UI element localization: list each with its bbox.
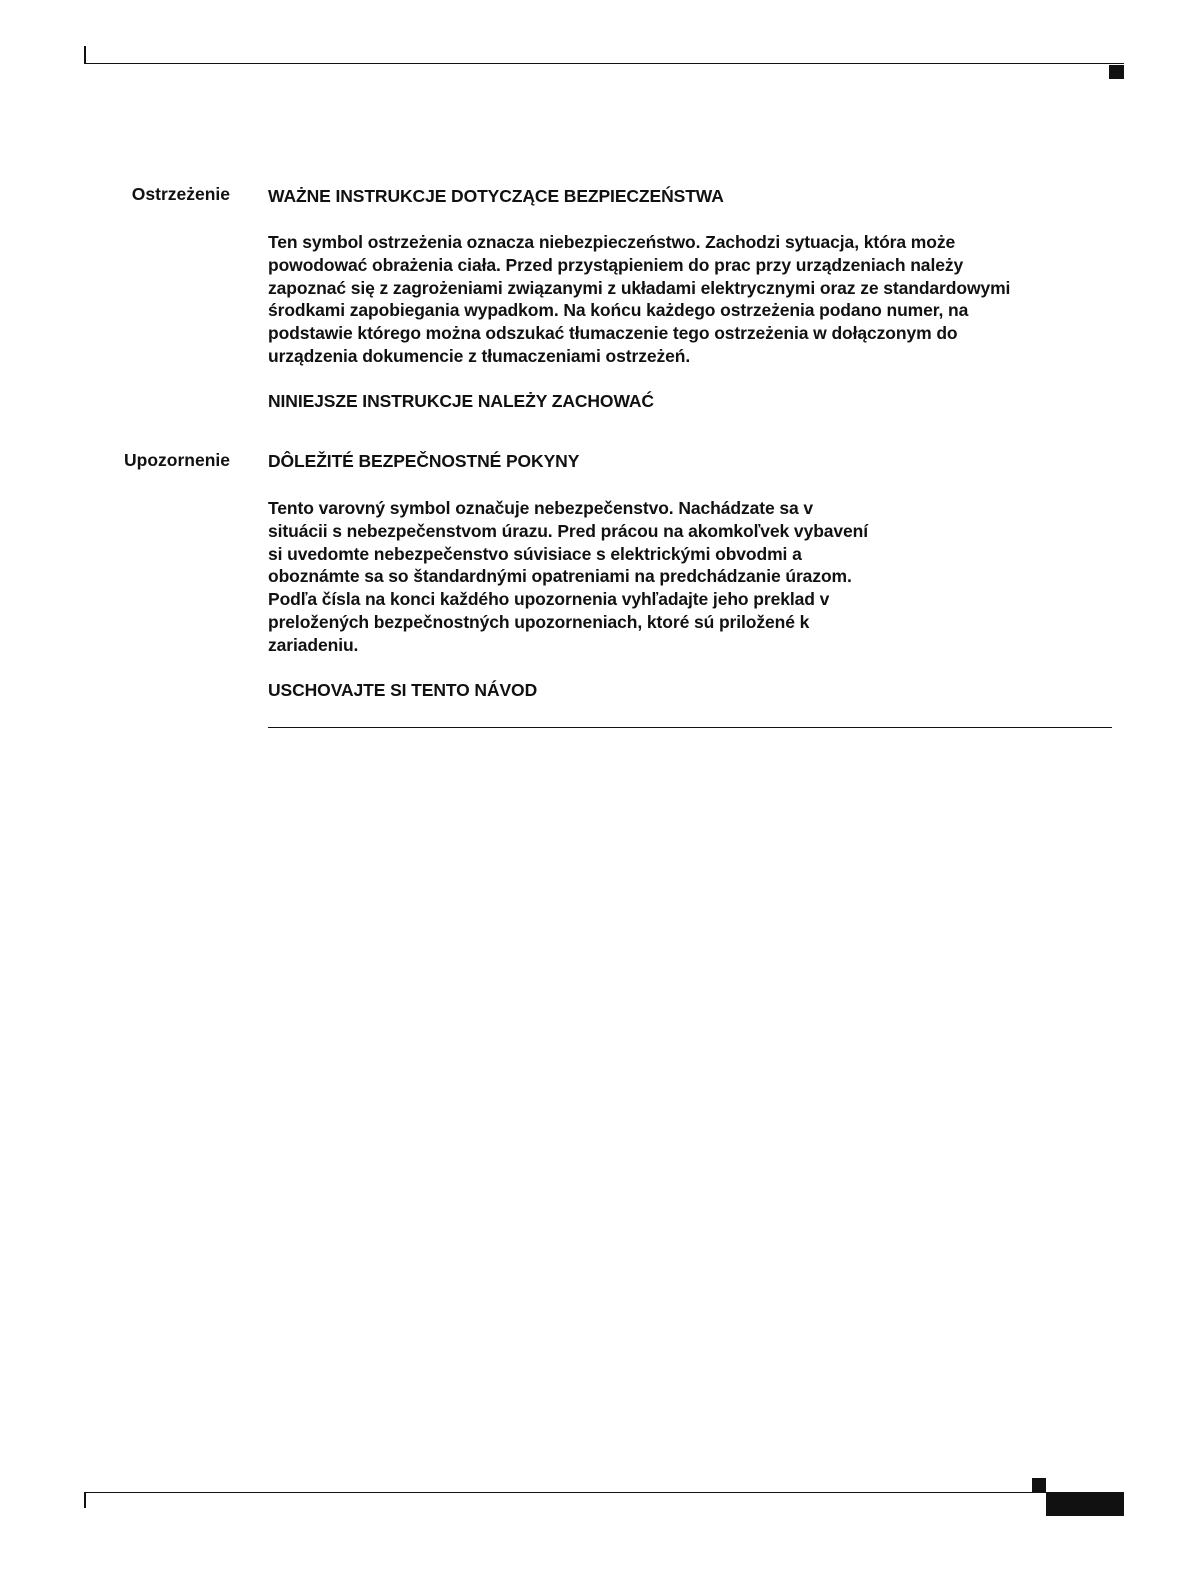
warning-footer-slovak: USCHOVAJTE SI TENTO NÁVOD xyxy=(268,679,538,700)
warning-body-polish: Ten symbol ostrzeżenia oznacza niebezpieczeństwo. Zachodzi sytuacja, która może powodować obrażenia ciała. Przed przystąpieniem do prac przy urządzeniach należy zapoznać się z zagrożeniami związanymi z układami elektrycznymi oraz ze standardowymi środkami zapobiegania wypadkom. Na końcu każdego ostrzeżenia podano numer, na podstawie którego można odszukać tłumaczenie tego ostrzeżenia w dołączonym do urządzenia dokumencie z tłumaczeniami ostrzeżeń. xyxy=(268,232,1011,366)
warning-heading-slovak: DÔLEŽITÉ BEZPEČNOSTNÉ POKYNY xyxy=(268,451,580,471)
header-corner-block xyxy=(1109,65,1124,79)
warning-block-slovak xyxy=(268,451,948,701)
header-tick-mark xyxy=(84,46,86,64)
warning-body-slovak: Tento varovný symbol označuje nebezpečenstvo. Nachádzate sa v situácii s nebezpečenstvom úrazu. Pred prácou na akomkoľvek vybavení si uvedomte nebezpečenstvo súvisiace s elektrickými obvodmi a oboznámte sa so štandardnými opatreniami na predchádzanie úrazom. Podľa čísla na konci každého upozornenia vyhľadajte jeho preklad v preložených bezpečnostných upozorneniach, ktoré sú priložené k zariadeniu. xyxy=(268,498,869,655)
warning-heading-polish: WAŻNE INSTRUKCJE DOTYCZĄCE BEZPIECZEŃSTWA xyxy=(268,186,724,206)
header-rule xyxy=(84,63,1124,64)
warning-label-polish: Ostrzeżenie xyxy=(131,184,230,204)
footer-page-tab xyxy=(1046,1493,1124,1516)
footer-tick-mark xyxy=(84,1493,86,1508)
warning-footer-polish: NINIEJSZE INSTRUKCJE NALEŻY ZACHOWAĆ xyxy=(268,390,654,411)
warning-label-slovak: Upozornenie xyxy=(124,450,230,470)
footer-corner-block-small xyxy=(1032,1478,1046,1492)
warning-block-polish xyxy=(268,186,1098,412)
footer-rule xyxy=(84,1492,1124,1493)
section-end-divider xyxy=(268,727,1112,728)
